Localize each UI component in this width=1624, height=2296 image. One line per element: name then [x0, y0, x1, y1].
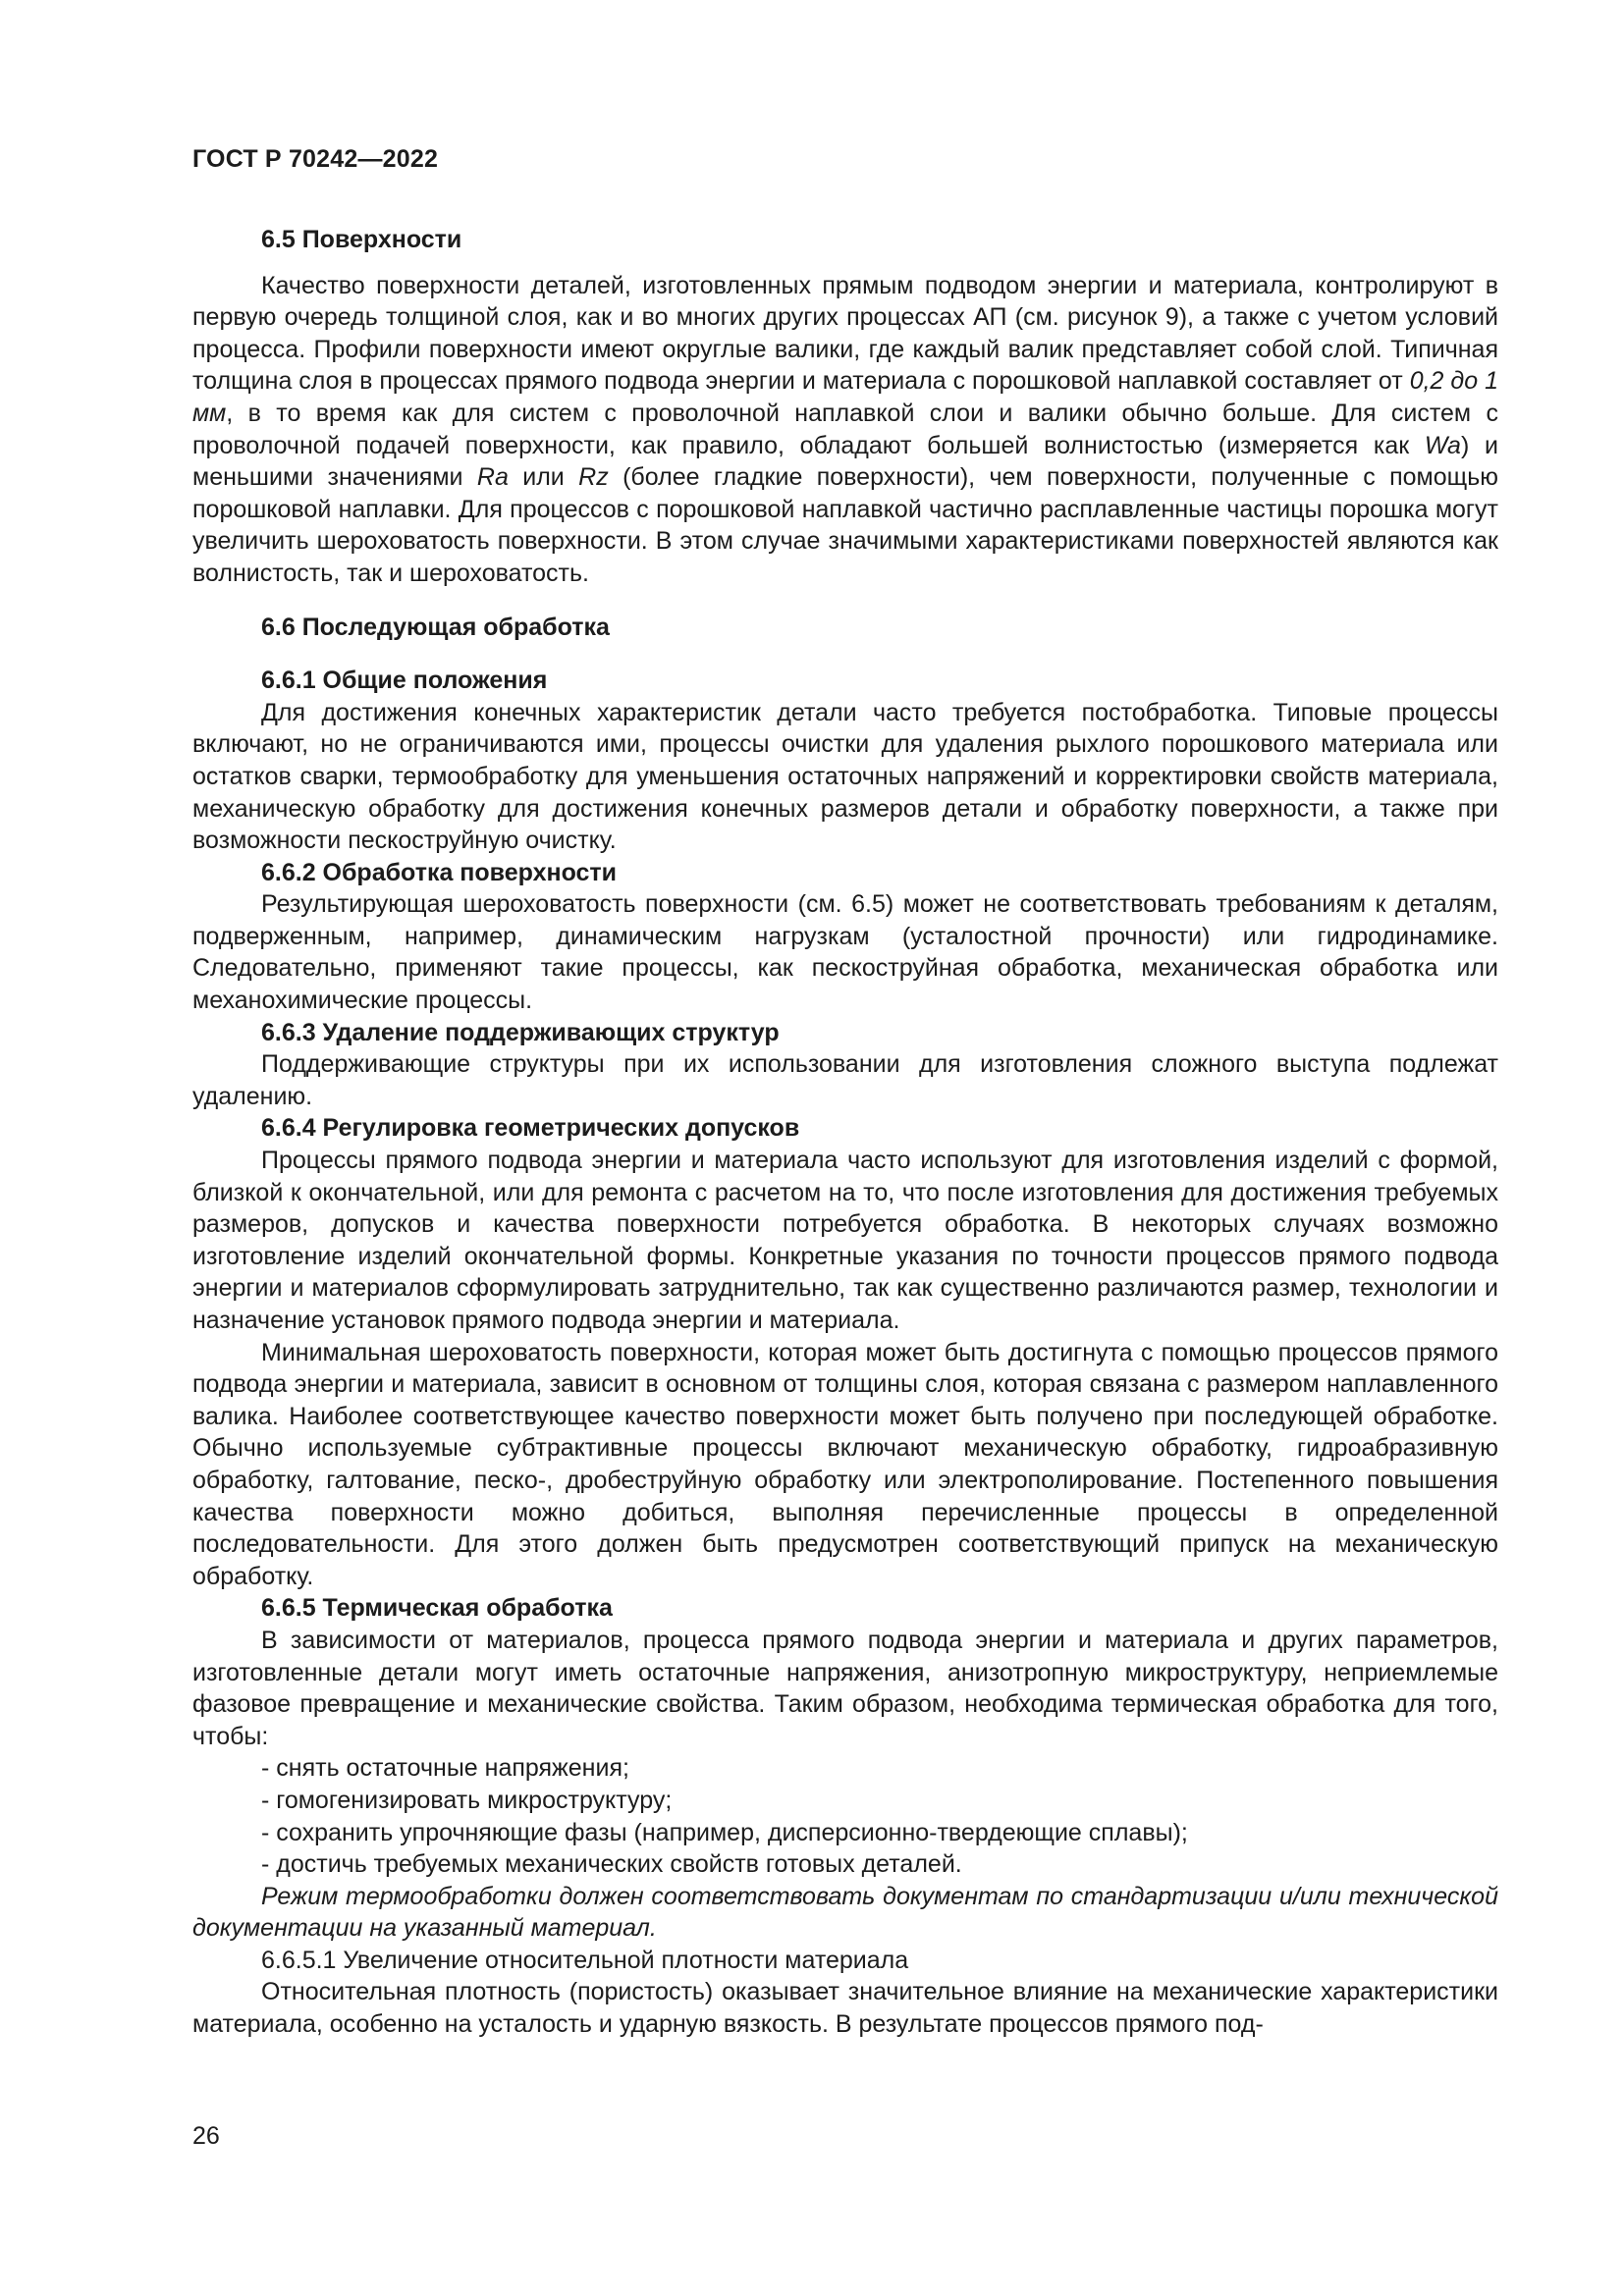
- section-heading-6-6-5: 6.6.5 Термическая обработка: [261, 1594, 613, 1623]
- document-body: [192, 224, 1498, 2041]
- list-item: - гомогенизировать микроструктуру;: [261, 1786, 673, 1814]
- paragraph-surface-treatment: Результирующая шероховатость поверхности (см. 6.5) может не соответствовать требованиям к деталям, подверженным, например, динамическим нагрузкам (усталостной прочности) или гидродинамике. Следовательно, применяют такие процессы, как пескоструйная обработка, механическая обработка или механохимические процессы.: [192, 890, 1498, 1015]
- paragraph-heat-treatment: В зависимости от материалов, процесса прямого подвода энергии и материала и других параметров, изготовленные детали могут иметь остаточные напряжения, анизотропную микроструктуру, неприемлемые фазовое превращение и механические свойства. Таким образом, необходима термическая обработка для того, чтобы:: [192, 1626, 1498, 1750]
- paragraph-surfaces: Качество поверхности деталей, изготовленных прямым подводом энергии и материала, контролируют в первую очередь толщиной слоя, как и во многих других процессах АП (см. рисунок 9), а также с учетом условий процесса. Профили поверхности имеют округлые валики, где каждый валик представляет собой слой. Типичная толщина слоя в процессах прямого подвода энергии и материала с порошковой наплавкой составляет от 0,2 до 1 мм, в то время как для систем с проволочной наплавкой слои и валики обычно больше. Для систем с проволочной подачей поверхности, как правило, обладают большей волнистостью (измеряется как Wa) и меньшими значениями Ra или Rz (более гладкие поверхности), чем поверхности, полученные с помощью порошковой наплавки. Для процессов с порошковой наплавкой частично расплавленные частицы порошка могут увеличить шероховатость поверхности. В этом случае значимыми характеристиками поверхностей являются как волнистость, так и шероховатость.: [192, 271, 1498, 587]
- section-heading-6-6-4: 6.6.4 Регулировка геометрических допусков: [261, 1114, 800, 1143]
- section-heading-6-6-3: 6.6.3 Удаление поддерживающих структур: [261, 1018, 780, 1046]
- document-code: ГОСТ Р 70242—2022: [192, 145, 439, 173]
- section-heading-6-6: 6.6 Последующая обработка: [261, 613, 610, 641]
- heat-treatment-list: [192, 1752, 1498, 1880]
- list-item: - сохранить упрочняющие фазы (например, дисперсионно-твердеющие сплавы);: [261, 1818, 1188, 1846]
- list-item: - достичь требуемых механических свойств готовых деталей.: [261, 1850, 962, 1879]
- paragraph-general: Для достижения конечных характеристик детали часто требуется постобработка. Типовые процессы включают, но не ограничиваются ими, процессы очистки для удаления рыхлого порошкового материала или остатков сварки, термообработку для уменьшения остаточных напряжений и корректировки свойств материала, механическую обработку для достижения конечных размеров детали и обработку поверхности, а также при возможности пескоструйную очистку.: [192, 698, 1498, 855]
- section-heading-6-6-5-1: 6.6.5.1 Увеличение относительной плотности материала: [261, 1946, 909, 1974]
- paragraph-support-removal: Поддерживающие структуры при их использовании для изготовления сложного выступа подлежат удалению.: [192, 1050, 1498, 1110]
- section-heading-6-5: 6.5 Поверхности: [261, 226, 462, 253]
- heat-treatment-note: Режим термообработки должен соответствовать документам по стандартизации и/или технической документации на указанный материал.: [192, 1882, 1498, 1943]
- paragraph-tolerances-2: Минимальная шероховатость поверхности, которая может быть достигнута с помощью процессов прямого подвода энергии и материала, зависит в основном от толщины слоя, которая связана с размером наплавленного валика. Наиболее соответствующее качество поверхности может быть получено при последующей обработке. Обычно используемые субтрактивные процессы включают механическую обработку, гидроабразивную обработку, галтование, песко-, дробеструйную обработку или электрополирование. Постепенного повышения качества поверхности можно добиться, выполняя перечисленные процессы в определенной последовательности. Для этого должен быть предусмотрен соответствующий припуск на механическую обработку.: [192, 1338, 1498, 1590]
- section-heading-6-6-2: 6.6.2 Обработка поверхности: [261, 858, 618, 886]
- list-item: - снять остаточные напряжения;: [261, 1754, 629, 1783]
- page-number: 26: [192, 2122, 220, 2150]
- paragraph-density: Относительная плотность (пористость) оказывает значительное влияние на механические характеристики материала, особенно на усталость и ударную вязкость. В результате процессов прямого под-: [192, 1978, 1498, 2039]
- paragraph-tolerances-1: Процессы прямого подвода энергии и материала часто используют для изготовления изделий с формой, близкой к окончательной, или для ремонта с расчетом на то, что после изготовления для достижения требуемых размеров, допусков и качества поверхности потребуется обработка. В некоторых случаях возможно изготовление изделий окончательной формы. Конкретные указания по точности процессов прямого подвода энергии и материалов сформулировать затруднительно, так как существенно различаются размер, технологии и назначение установок прямого подвода энергии и материала.: [192, 1147, 1498, 1334]
- section-heading-6-6-1: 6.6.1 Общие положения: [261, 667, 548, 695]
